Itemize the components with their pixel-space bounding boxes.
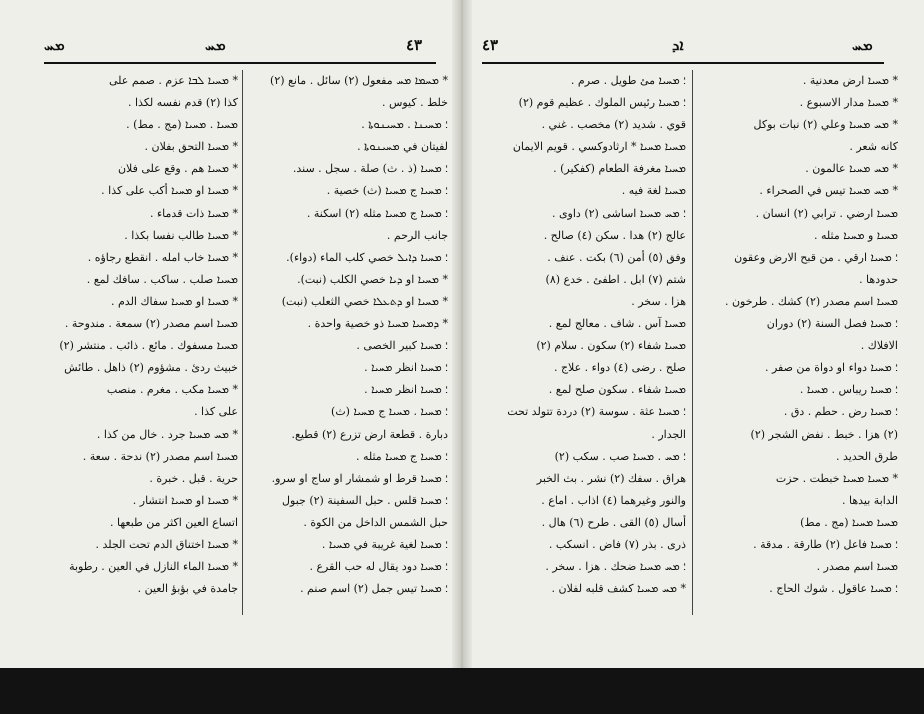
dictionary-entry-line: وفق (٥) أمن (٦) بكت . عنف . xyxy=(547,250,686,264)
dictionary-entry-line: * ܡܚܝܐ او ܕܬܥܠܐ خصي الثعلب (نبت) xyxy=(281,294,448,308)
dictionary-entry-line: ܡܚܝܐ و ܡܚܝܐ مثله . xyxy=(813,228,898,242)
dictionary-entry-line: ؛ ܡܚܝܐ انظر ܡܚܝܐ . xyxy=(364,383,448,397)
dictionary-entry-line: ؛ ܡܚܝܐ دواء او دواة من صفر . xyxy=(764,361,898,375)
dictionary-entry-line: ܡܚܝܐ ارضي . ترابي (٢) انسان . xyxy=(755,206,898,220)
right-page-right-column xyxy=(698,70,898,600)
dictionary-entry-line: على كذا . xyxy=(194,405,238,419)
dictionary-entry-line: * ܡܚܝܐ او ܕܝܐ خصي الكلب (نبت). xyxy=(297,272,448,286)
dictionary-entry-line: عالج (٢) هدا . سكن (٤) صالح . xyxy=(543,228,686,242)
dictionary-entry-line: ؛ ܡܚܝܐ ج ܡܚܝܐ مثله . xyxy=(355,449,448,463)
dictionary-entry-line: * ܡܚܝܐ خاب امله . انقطع رجاؤه . xyxy=(87,250,238,264)
dictionary-entry-line: هراق . سفك (٢) نشر . بث الخبر xyxy=(536,471,686,485)
dictionary-entry-line: ؛ ܡܚܝܢܐ . ܡܚܝܢܘܬܐ . xyxy=(361,118,448,132)
dictionary-entry-line: ؛ ܡܚܝܐ انظر ܡܚܝܐ . xyxy=(364,361,448,375)
dictionary-entry-line: * ܕܡܚܝܐ ܡܚܝܐ ذو خصية واحدة . xyxy=(307,317,448,331)
dictionary-entry-line: ܡܚܝܐ مغرفة الطعام (كفكير) . xyxy=(553,162,686,176)
dictionary-entry-line: حرية . قبل . خبرة . xyxy=(149,471,238,485)
dictionary-entry-line: ذرى . بذر (٧) فاض . انسكب . xyxy=(548,537,686,551)
right-page-header-outer: ܡܚ xyxy=(852,36,873,54)
dictionary-entry-line: والنور وغيرهما (٤) اذاب . اماع . xyxy=(541,493,686,507)
dictionary-entry-line: ؛ ܡܚܝܐ ج ܡܚܝܐ مثله (٢) اسكنة . xyxy=(306,206,448,220)
dictionary-entry-line: الافلاك . xyxy=(860,339,898,353)
dictionary-entry-line: لفيتان في ܡܚܝܢܘܬܐ . xyxy=(357,140,448,154)
dictionary-entry-line: ؛ ܡܚܝܐ قرط او شمشار او ساج او سرو. xyxy=(271,471,448,485)
dictionary-entry-line: ؛ ܡܚܝܐ فصل السنة (٢) دوران xyxy=(766,317,898,331)
dictionary-entry-line: دبارة . قطعة ارض تزرع (٢) قطيع. xyxy=(291,427,448,441)
right-page-header-center: ܐܕ xyxy=(672,36,684,54)
dictionary-entry-line: ؛ ܡܚܝܐ فاعل (٢) طارقة . مدقة . xyxy=(753,537,898,551)
scan-bottom-edge xyxy=(0,668,924,714)
right-page-header-rule xyxy=(482,62,884,64)
dictionary-entry-line: * ܡܚܝܐ ܡܚܝܐ خبطت . حزت xyxy=(775,471,898,485)
dictionary-entry-line: شتم (٧) ابل . اطفئ . خدع (٨) xyxy=(545,272,686,286)
dictionary-entry-line: (٢) هزا . خبط . نفض الشجر (٢) xyxy=(750,427,898,441)
dictionary-entry-line: طرق الحديد . xyxy=(836,449,898,463)
dictionary-entry-line: * ܡܚܝܐ مدار الاسبوع . xyxy=(799,96,898,110)
dictionary-entry-line: ܡܚܝܐ لغة فيه . xyxy=(621,184,686,198)
dictionary-entry-line: * ܡܚܝܐ التحق بفلان . xyxy=(144,140,238,154)
right-page-column-rule xyxy=(692,70,693,615)
dictionary-entry-line: * ܡܚ ܡܚܝܐ تيس في الصحراء . xyxy=(759,184,898,198)
dictionary-entry-line: ؛ ܡܚܝܐ لغية غريبة في ܡܚܝܐ . xyxy=(321,537,448,551)
dictionary-entry-line: ؛ ܡܚܝܐ مئ طويل . صرم . xyxy=(570,74,686,87)
dictionary-entry-line: ؛ ܡܚ ܡܚܝܐ ضحك . هزا . سخر . xyxy=(545,560,686,574)
dictionary-entry-line: * ܡܚ ܡܚܝܐ وعلي (٢) نبات بوكل xyxy=(753,118,898,132)
dictionary-entry-line: أسال (٥) القى . طرح (٦) هال . xyxy=(541,515,686,529)
dictionary-entry-line: خلط . كيوس . xyxy=(381,96,448,110)
dictionary-entry-line: ؛ ܡܚܝܐ قلس . حبل السفينة (٢) جبول xyxy=(282,493,448,507)
dictionary-entry-line: ܡܚܝܐ ܡܚܝܐ * ارثادوكسي . قويم الايمان xyxy=(512,140,686,154)
right-page-left-column xyxy=(486,70,686,600)
dictionary-entry-line: ؛ ܡܚܝܐ ارقي . من قبح الارض وعقون xyxy=(734,250,898,264)
left-page-column-rule xyxy=(242,70,243,615)
dictionary-entry-line: ܡܚܝܐ ܡܚܝܐ (مج . مط) xyxy=(800,515,898,529)
dictionary-entry-line: هزا . سخر . xyxy=(631,294,686,308)
dictionary-entry-line: ؛ ܡܚܝܐ رض . حطم . دق . xyxy=(783,405,898,419)
dictionary-entry-line: كذا (٢) قدم نفسه لكذا . xyxy=(128,96,238,110)
left-page xyxy=(0,0,452,668)
dictionary-entry-line: ؛ ܡܚܝܐ ܕܐܝܠ خصي كلب الماء (دواء). xyxy=(286,250,448,264)
dictionary-entry-line: * ܡܚ ܡܚܝܐ كشف قلبه لفلان . xyxy=(551,582,686,596)
dictionary-entry-line: ܡܚܝܐ صلب . ساكب . سافك لمع . xyxy=(86,272,238,286)
dictionary-entry-line: ܡܚܝܐ شفاء . سكون صلح لمع . xyxy=(548,383,686,397)
dictionary-entry-line: كانه شعر . xyxy=(849,140,898,154)
dictionary-entry-line: * ܡܚܝܐ الماء النازل في العين . رطوبة xyxy=(69,560,238,574)
dictionary-entry-line: ؛ ܡܚܝܐ كبير الخصى . xyxy=(356,339,448,353)
dictionary-entry-line: ܡܚܝܐ شفاء (٢) سكون . سلام (٢) xyxy=(536,339,686,353)
dictionary-entry-line: جانب الرحم . xyxy=(386,228,448,242)
dictionary-entry-line: ؛ ܡܚ . ܡܚܝܐ صب . سكب (٢) xyxy=(554,449,686,463)
dictionary-entry-line: حبل الشمس الداخل من الكوة . xyxy=(303,515,448,529)
dictionary-entry-line: * ܡܚܝܐ طالب نفسا بكذا . xyxy=(124,228,238,242)
left-page-header-center: ܡܚ xyxy=(205,36,226,54)
dictionary-entry-line: ؛ ܡܚܝܐ عثة . سوسة (٢) دردة تتولد تحت xyxy=(507,405,686,419)
book-gutter xyxy=(452,0,472,668)
dictionary-entry-line: ؛ ܡܚܝܐ تيس جمل (٢) اسم صنم . xyxy=(300,582,448,596)
dictionary-entry-line: * ܡܚܝܐ او ܡܚܝܐ سفاك الدم . xyxy=(111,294,238,308)
dictionary-entry-line: جامدة في بؤبؤ العين . xyxy=(137,582,238,596)
left-page-number: ٤٣ xyxy=(406,36,423,54)
dictionary-entry-line: ܡܚܝܐ اسم مصدر (٢) ندحة . سعة . xyxy=(82,449,238,463)
dictionary-entry-line: اتساع العين اكثر من طبعها . xyxy=(110,515,238,529)
right-page xyxy=(472,0,924,668)
dictionary-entry-line: * ܡܚܝܐ او ܡܚܝܐ انتشار . xyxy=(132,493,238,507)
right-page-number: ٤٣ xyxy=(482,36,499,54)
dictionary-entry-line: ؛ ܡܚܝܐ رئيس الملوك . عظيم قوم (٢) xyxy=(518,96,686,110)
left-page-header-outer: ܡܚ xyxy=(44,36,65,54)
dictionary-entry-line: * ܡܚܝܐ ارض معدنية . xyxy=(802,74,898,87)
dictionary-entry-line: * ܡܚ ܡܚܝܐ عالمون . xyxy=(805,162,898,176)
dictionary-entry-line: ܡܚܝܐ آس . شاف . معالج لمع . xyxy=(548,317,686,331)
dictionary-entry-line: ܡܚܝܐ مسفوك . مائع . ذائب . منتشر (٢) xyxy=(59,339,238,353)
dictionary-entry-line: صلح . رضى (٤) دواء . علاج . xyxy=(553,361,686,375)
left-page-left-column xyxy=(38,70,238,600)
left-page-right-column xyxy=(248,70,448,600)
dictionary-entry-line: خبيث ردئ . مشؤوم (٢) ذاهل . طائش xyxy=(64,361,238,375)
dictionary-entry-line: ؛ ܡܚܝܐ دود يقال له حب القرع . xyxy=(309,560,448,574)
dictionary-entry-line: * ܡܚܝܐ ܠܒܐ عزم . صمم على xyxy=(108,74,238,87)
dictionary-entry-line: حدودها . xyxy=(859,272,898,286)
dictionary-entry-line: ؛ ܡܚܝܐ (ذ . ث) صلة . سجل . سند. xyxy=(292,162,448,176)
dictionary-entry-line: * ܡܚܝܐ مكب . مغرم . منصب xyxy=(106,383,238,397)
dictionary-entry-line: ؛ ܡܚܝܐ ج ܡܚܝܐ (ث) خصية . xyxy=(326,184,448,198)
dictionary-entry-line: * ܡܚܝܐ اختناق الدم تحت الجلد . xyxy=(95,537,238,551)
dictionary-entry-line: ؛ ܡܚܝܐ ريباس . ܡܚܝܐ . xyxy=(799,383,898,397)
dictionary-entry-line: ܡܚܝܐ اسم مصدر . xyxy=(816,560,898,574)
dictionary-entry-line: قوي . شديد (٢) مخصب . غني . xyxy=(541,118,686,132)
dictionary-entry-line: ܡܚܝܐ اسم مصدر (٢) كشك . طرخون . xyxy=(724,294,898,308)
dictionary-entry-line: الدابة بيدها . xyxy=(842,493,898,507)
dictionary-entry-line: ܡܚܝܐ اسم مصدر (٢) سمعة . مندوحة . xyxy=(64,317,238,331)
dictionary-entry-line: * ܡܚܡܐ ܡܚ مفعول (٢) سائل . مانع (٢) xyxy=(270,74,448,87)
dictionary-entry-line: * ܡܚܝܐ هم . وقع على فلان xyxy=(117,162,238,176)
dictionary-entry-line: ܡܚܝܐ . ܡܚܝܐ (مج . مط) . xyxy=(126,118,238,132)
dictionary-entry-line: * ܡܚܝܐ او ܡܚܝܐ أكب على كذا . xyxy=(101,184,238,198)
dictionary-entry-line: ؛ ܡܚܝܐ . ܡܚܝܐ ج ܡܚܝܐ (ث) xyxy=(331,405,448,419)
left-page-header-rule xyxy=(44,62,436,64)
dictionary-entry-line: * ܡܚܝܐ ذات قدماء . xyxy=(150,206,238,220)
dictionary-entry-line: ؛ ܡܚܝܐ عاقول . شوك الحاج . xyxy=(769,582,898,596)
dictionary-entry-line: ؛ ܡܚ ܡܚܝܐ اساشى (٢) داوى . xyxy=(551,206,686,220)
dictionary-entry-line: * ܡܚ ܡܚܝܐ جرد . خال من كذا . xyxy=(96,427,238,441)
dictionary-entry-line: الجدار . xyxy=(651,427,686,441)
